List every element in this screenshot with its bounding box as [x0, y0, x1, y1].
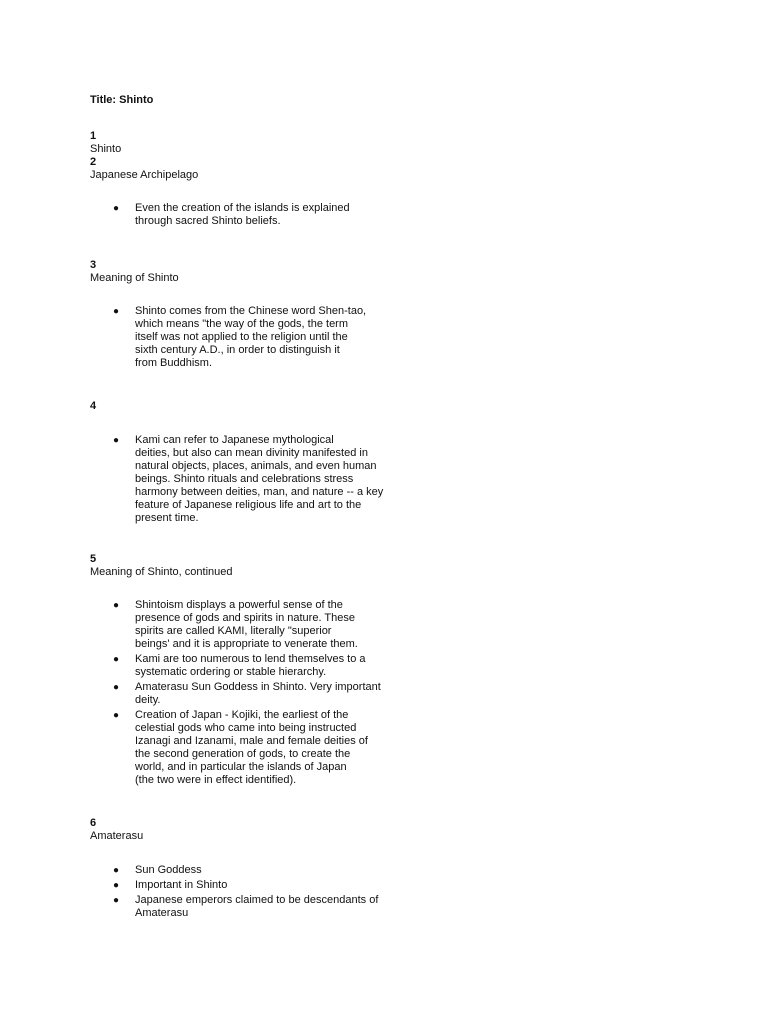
bullet-text: Creation of Japan - Kojiki, the earliest of the celestial gods who came into being instructed Izanagi and Izanami, male and female deities of the second generation of gods, to create the world, and in particular the islands of Japan (the two were in effect identified). [135, 709, 368, 786]
list-item [110, 709, 390, 787]
bullet-icon: ● [113, 710, 120, 721]
list-item [110, 202, 390, 228]
list-item [110, 681, 390, 707]
bullet-text: Kami can refer to Japanese mythological deities, but also can mean divinity manifested in natural objects, places, animals, and even human beings. Shinto rituals and celebrations stress harmony between deities, man, and nature -- a key feature of Japanese religious life and art to the present time. [135, 434, 384, 524]
bullet-icon: ● [113, 306, 120, 317]
bullet-text: Kami are too numerous to lend themselves to a systematic ordering or stable hierarchy. [135, 653, 366, 678]
list-item [110, 653, 390, 679]
document-title: Title: Shinto [90, 94, 154, 106]
bullet-text: Japanese emperors claimed to be descendants of Amaterasu [135, 894, 379, 919]
slide-number: 4 [90, 400, 97, 412]
list-item [110, 305, 390, 370]
list-item [110, 864, 390, 877]
slide-number: 6 [90, 817, 97, 829]
bullet-icon: ● [113, 600, 120, 611]
list-item [110, 894, 390, 920]
bullet-icon: ● [113, 895, 120, 906]
bullet-text: Sun Goddess [135, 864, 202, 876]
bullet-icon: ● [113, 435, 120, 446]
slide-number: 1 [90, 130, 97, 142]
bullet-list [110, 864, 390, 922]
bullet-list [110, 434, 390, 527]
bullet-icon: ● [113, 654, 120, 665]
bullet-icon: ● [113, 682, 120, 693]
slide-number: 2 [90, 156, 97, 168]
list-item [110, 879, 390, 892]
bullet-text: Amaterasu Sun Goddess in Shinto. Very important deity. [135, 681, 381, 706]
bullet-text: Shintoism displays a powerful sense of the presence of gods and spirits in nature. These spirits are called KAMI, literally "superior beings' and it is appropriate to venerate them. [135, 599, 358, 650]
bullet-list [110, 599, 390, 789]
slide-heading: Amaterasu [90, 830, 144, 842]
slide-heading: Japanese Archipelago [90, 169, 199, 181]
bullet-text: Shinto comes from the Chinese word Shen-tao, which means "the way of the gods, the term itself was not applied to the religion until the sixth century A.D., in order to distinguish it from Buddhism. [135, 305, 367, 369]
bullet-list [110, 202, 390, 230]
bullet-icon: ● [113, 880, 120, 891]
bullet-text: Even the creation of the islands is explained through sacred Shinto beliefs. [135, 202, 350, 227]
slide-heading: Shinto [90, 143, 122, 155]
slide-number: 5 [90, 553, 97, 565]
bullet-icon: ● [113, 203, 120, 214]
list-item [110, 434, 390, 525]
bullet-list [110, 305, 390, 372]
bullet-icon: ● [113, 865, 120, 876]
slide-heading: Meaning of Shinto, continued [90, 566, 233, 578]
slide-heading: Meaning of Shinto [90, 272, 179, 284]
bullet-text: Important in Shinto [135, 879, 228, 891]
slide-number: 3 [90, 259, 97, 271]
list-item [110, 599, 390, 651]
